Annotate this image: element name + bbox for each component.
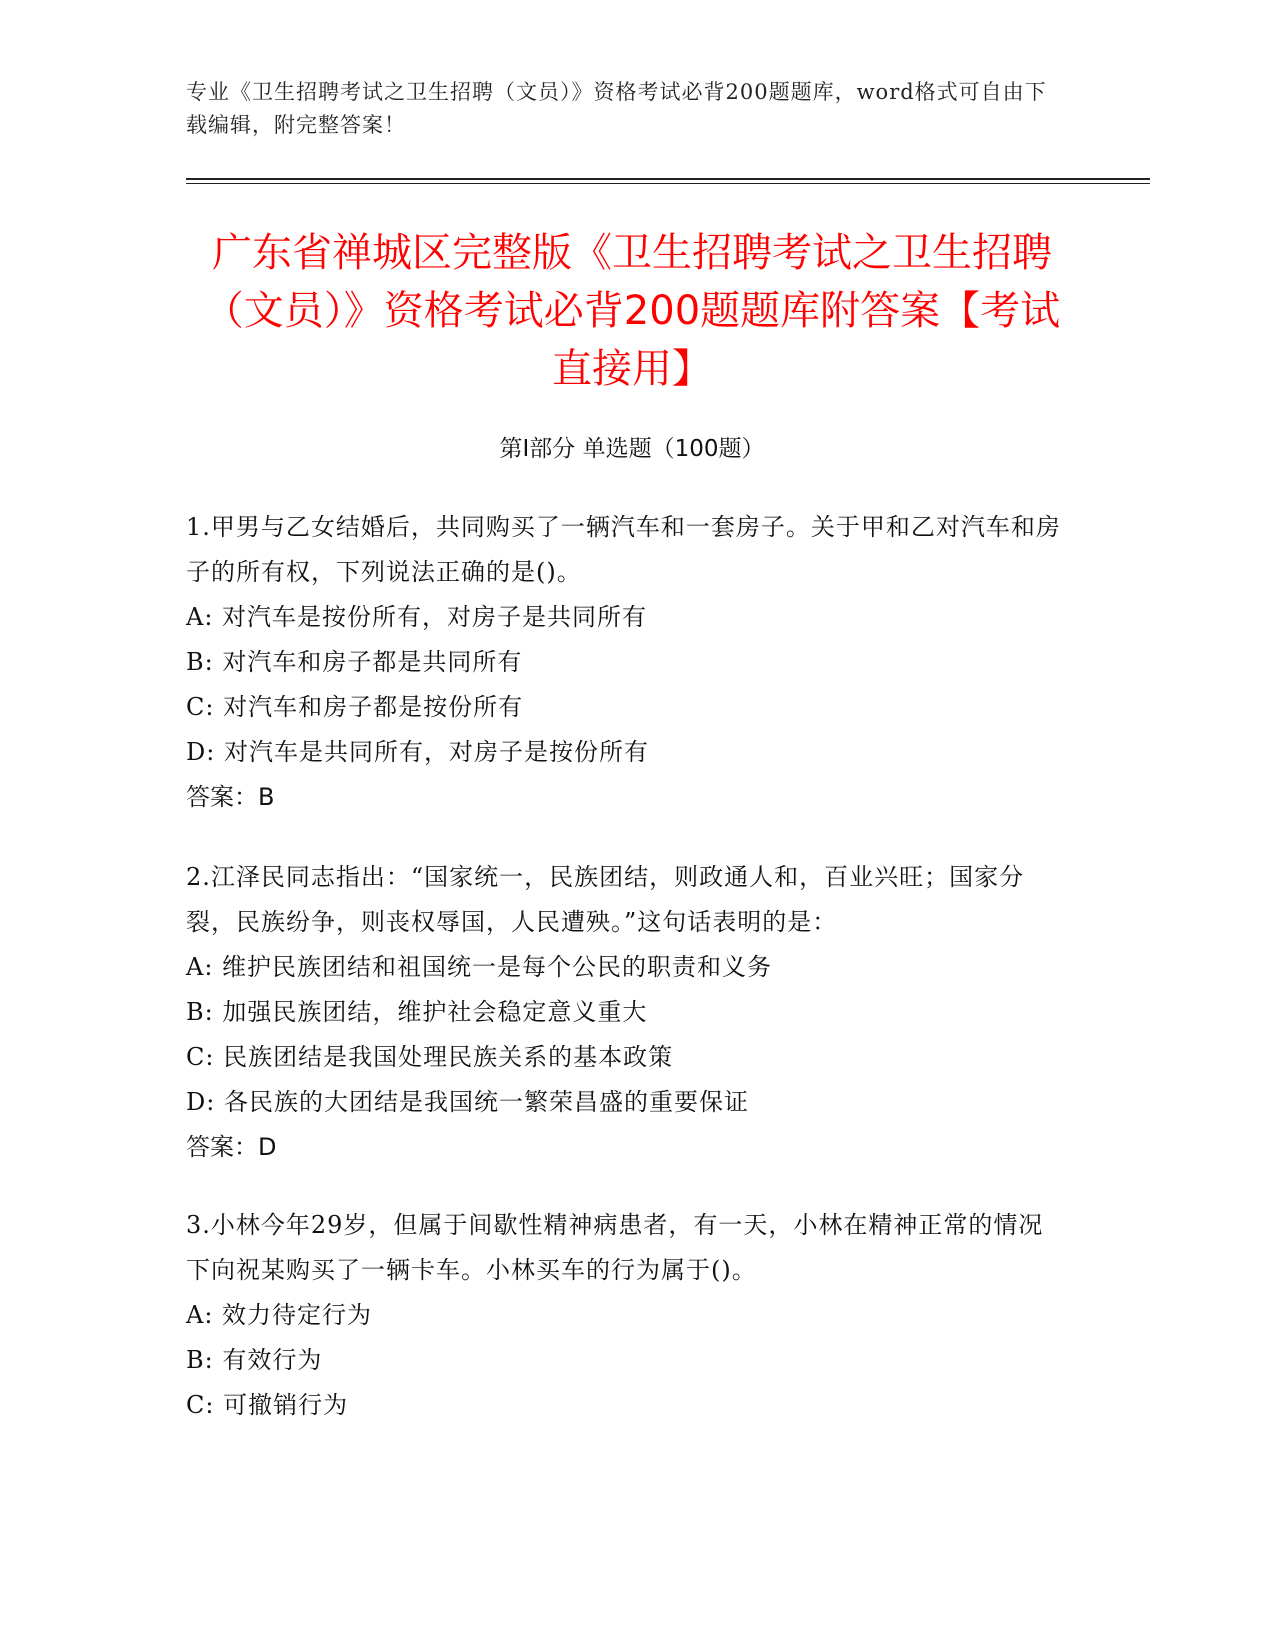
header-divider-thin — [186, 183, 1150, 184]
question-1 — [186, 505, 1066, 820]
option-b: B: 有效行为 — [186, 1346, 323, 1374]
option-a: A: 维护民族团结和祖国统一是每个公民的职责和义务 — [186, 953, 773, 981]
answer: 答案：D — [186, 1133, 277, 1161]
question-stem: 3.小林今年29岁，但属于间歇性精神病患者，有一天，小林在精神正常的情况下向祝某购买了一辆卡车。小林买车的行为属于()。 — [186, 1211, 1044, 1284]
question-stem: 2.江泽民同志指出：“国家统一，民族团结，则政通人和，百业兴旺；国家分裂，民族纷争，则丧权辱国，人民遭殃。”这句话表明的是： — [186, 863, 1025, 936]
question-stem: 1.甲男与乙女结婚后，共同购买了一辆汽车和一套房子。关于甲和乙对汽车和房子的所有权，下列说法正确的是()。 — [186, 513, 1061, 586]
option-a: A: 效力待定行为 — [186, 1301, 373, 1329]
option-a: A: 对汽车是按份所有，对房子是共同所有 — [186, 603, 648, 631]
question-2 — [186, 855, 1066, 1170]
question-3 — [186, 1203, 1066, 1428]
answer: 答案：B — [186, 783, 275, 811]
option-b: B: 加强民族团结，维护社会稳定意义重大 — [186, 998, 648, 1026]
document-title: 广东省禅城区完整版《卫生招聘考试之卫生招聘（文员）》资格考试必背200题题库附答案【考试直接用】 — [203, 230, 1061, 392]
header-divider-thick — [186, 178, 1150, 180]
header-note: 专业《卫生招聘考试之卫生招聘（文员）》资格考试必背200题题库，word格式可自由下载编辑，附完整答案！ — [186, 80, 1047, 137]
option-d: D: 对汽车是共同所有，对房子是按份所有 — [186, 738, 649, 766]
option-c: C: 民族团结是我国处理民族关系的基本政策 — [186, 1043, 674, 1071]
option-b: B: 对汽车和房子都是共同所有 — [186, 648, 523, 676]
option-c: C: 可撤销行为 — [186, 1391, 349, 1419]
option-d: D: 各民族的大团结是我国统一繁荣昌盛的重要保证 — [186, 1088, 749, 1116]
option-c: C: 对汽车和房子都是按份所有 — [186, 693, 524, 721]
section-heading: 第Ⅰ部分 单选题（100题） — [499, 436, 765, 462]
